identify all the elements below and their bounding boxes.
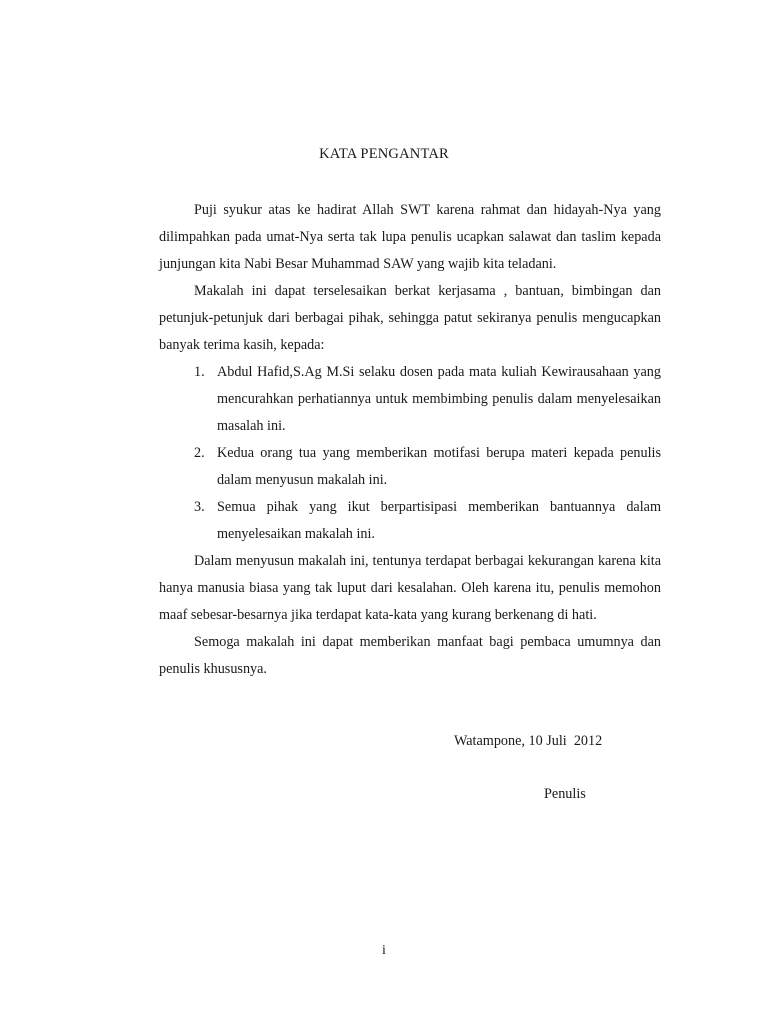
signature: Penulis [544,786,586,802]
paragraph-thanks-intro: Makalah ini dapat terselesaikan berkat kerjasama , bantuan, bimbingan dan petunjuk-petunjuk dari berbagai pihak, sehingga patut sekiranya penulis mengucapkan banyak terima kasih, kepada: [159,283,661,353]
list-item-text: Semua pihak yang ikut berpartisipasi memberikan bantuannya dalam menyelesaikan makalah ini. [217,499,661,542]
page-number: i [382,943,386,958]
list-item-text: Abdul Hafid,S.Ag M.Si selaku dosen pada mata kuliah Kewirausahaan yang mencurahkan perhatiannya untuk membimbing penulis dalam menyelesaikan masalah ini. [217,364,661,434]
thanks-list [159,359,661,548]
place-date: Watampone, 10 Juli 2012 [454,733,603,749]
list-item [159,494,661,548]
paragraph-apology: Dalam menyusun makalah ini, tentunya terdapat berbagai kekurangan karena kita hanya manusia biasa yang tak luput dari kesalahan. Oleh karena itu, penulis memohon maaf sebesar-besarnya jika terdapat kata-kata yang kurang berkenang di hati. [159,553,661,623]
document-body [159,197,661,683]
list-item-number: 2. [194,445,205,461]
list-item-number: 3. [194,499,205,515]
list-item-number: 1. [194,364,205,380]
list-item [159,359,661,440]
paragraph-opening: Puji syukur atas ke hadirat Allah SWT karena rahmat dan hidayah-Nya yang dilimpahkan pada umat-Nya serta tak lupa penulis ucapkan salawat dan taslim kepada junjungan kita Nabi Besar Muhammad SAW yang wajib kita teladani. [159,202,661,272]
list-item-text: Kedua orang tua yang memberikan motifasi berupa materi kepada penulis dalam menyusun makalah ini. [217,445,661,488]
paragraph-closing: Semoga makalah ini dapat memberikan manfaat bagi pembaca umumnya dan penulis khususnya. [159,634,661,677]
document-title: KATA PENGANTAR [319,146,449,162]
list-item [159,440,661,494]
